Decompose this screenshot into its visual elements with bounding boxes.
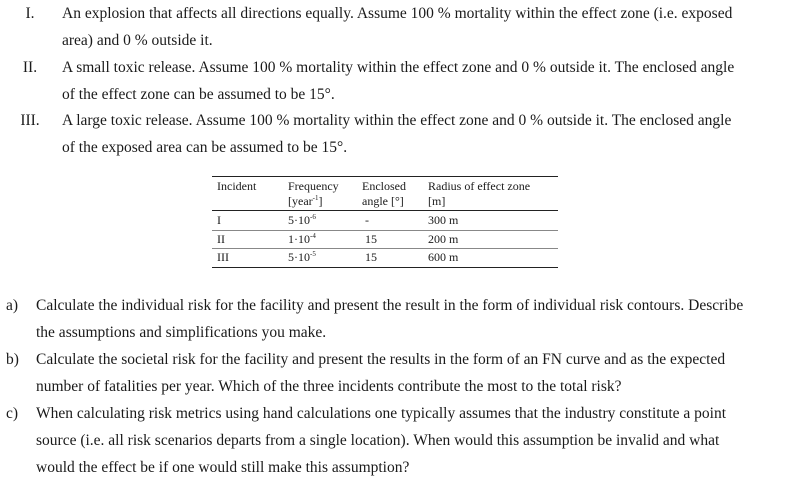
row-1-frequency: $5\cdot 10^{-6}$ [288, 213, 316, 227]
table-top-rule [212, 176, 558, 177]
row-3-frequency: $5\cdot 10^{-5}$ [288, 250, 316, 264]
question-b-line-1: Calculate the societal risk for the facility and present the results in the form of an FN curve and as the expected [36, 351, 726, 368]
header-angle-unit: angle [°] [362, 194, 404, 208]
row-3-angle: 15 [365, 250, 377, 264]
header-radius: Radius of effect zone [428, 179, 531, 193]
header-radius-unit: [m] [428, 194, 446, 208]
incident-iii-text-line-2: of the exposed area can be assumed to be 15°. [62, 139, 348, 156]
row-2-angle: 15 [365, 232, 377, 246]
question-a-line-1: Calculate the individual risk for the facility and present the result in the form of individual risk contours. Describe [36, 297, 744, 314]
question-c-line-1: When calculating risk metrics using hand calculations one typically assumes that the industry constitute a point [36, 405, 727, 422]
row-3-radius: 600 m [428, 250, 459, 264]
incident-ii-text-line-2: of the effect zone can be assumed to be 15°. [62, 86, 335, 103]
question-b-label: b) [6, 351, 19, 368]
incident-i-text-line-2: area) and 0 % outside it. [62, 32, 213, 49]
header-incident: Incident [217, 179, 257, 193]
question-c-line-2: source (i.e. all risk scenarios departs from a single location). When would this assumption be invalid and what [36, 432, 720, 449]
header-frequency: Frequency [288, 179, 339, 193]
incident-numeral-iii: III. [20, 112, 40, 129]
question-a-label: a) [6, 297, 19, 314]
incident-numeral-ii: II. [22, 59, 38, 76]
table-header-rule [212, 210, 558, 211]
header-frequency-unit: [year$^{-1}$] [288, 194, 323, 208]
row-1-radius: 300 m [428, 213, 459, 227]
question-c-line-3: would the effect be if one would still make this assumption? [36, 459, 410, 476]
row-2-incident: II [217, 232, 225, 246]
row-1-incident: I [217, 213, 221, 227]
question-a-line-2: the assumptions and simplifications you make. [36, 324, 327, 341]
incident-ii-text-line-1: A small toxic release. Assume 100 % mortality within the effect zone and 0 % outside it. The enclosed angle [62, 59, 735, 76]
incident-numeral-i: I. [25, 5, 35, 22]
row-2-frequency: $1\cdot 10^{-4}$ [288, 232, 316, 246]
row-divider [212, 230, 558, 231]
header-enclosed: Enclosed [362, 179, 406, 193]
incident-i-text-line-1: An explosion that affects all directions equally. Assume 100 % mortality within the effect zone (i.e. exposed [62, 5, 733, 22]
row-1-angle: - [365, 213, 369, 227]
incident-iii-text-line-1: A large toxic release. Assume 100 % mortality within the effect zone and 0 % outside it. The enclosed angle [62, 112, 732, 129]
table-bottom-rule [212, 267, 558, 268]
row-2-radius: 200 m [428, 232, 459, 246]
row-divider [212, 248, 558, 249]
question-b-line-2: number of fatalities per year. Which of the three incidents contribute the most to the total risk? [36, 378, 622, 395]
row-3-incident: III [217, 250, 229, 264]
question-c-label: c) [6, 405, 19, 422]
